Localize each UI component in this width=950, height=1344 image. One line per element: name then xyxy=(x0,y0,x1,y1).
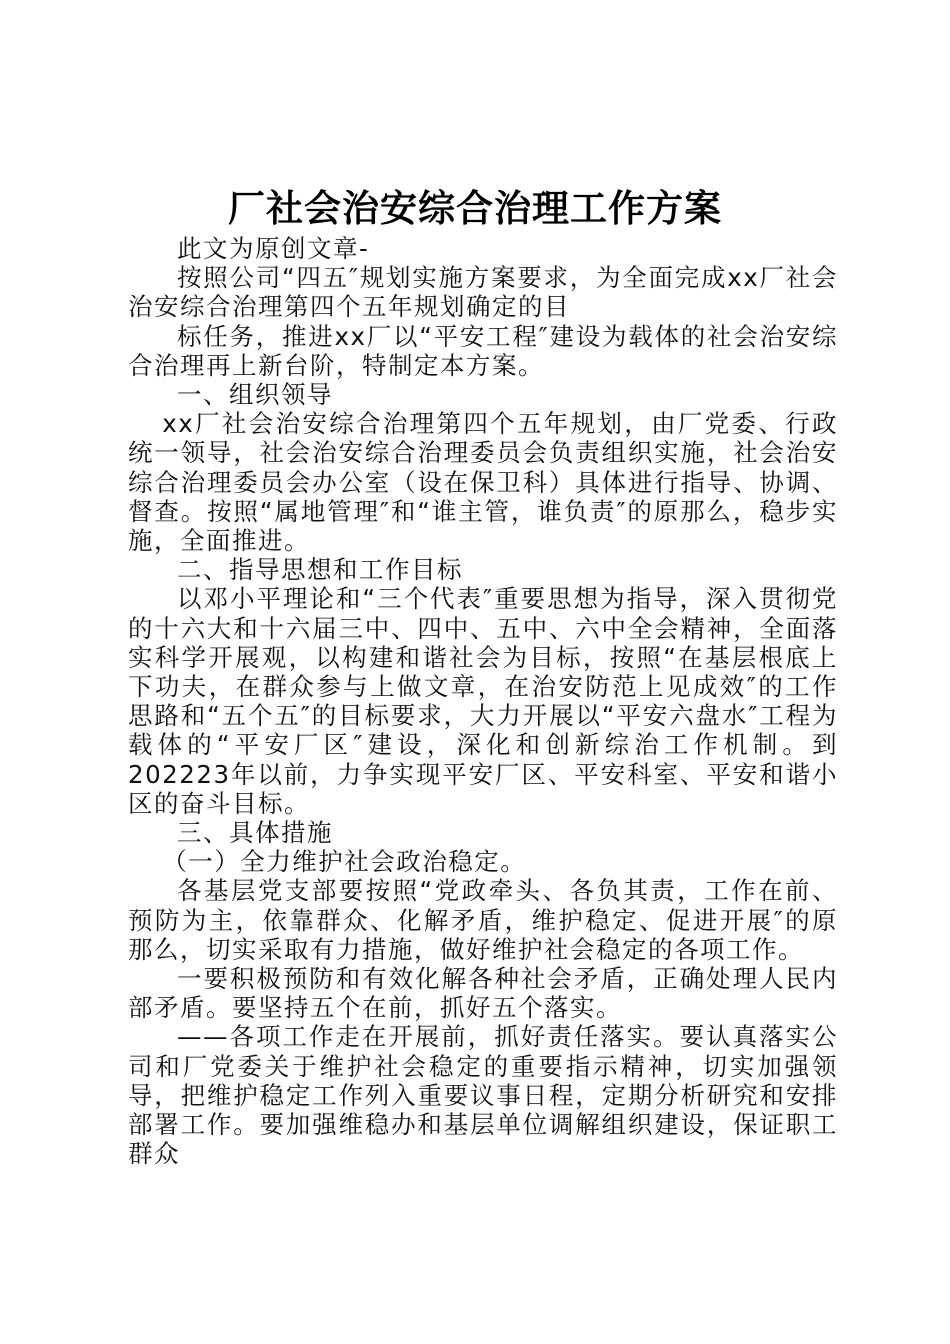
section-heading-3: 三、具体措施 xyxy=(177,818,333,848)
paragraph-measures-3: ——各项工作走在开展前，抓好责任落实。要认真落实公司和厂党委关于维护社会稳定的重要指示精神，切实加强领导，把维护稳定工作列入重要议事日程，定期分析研究和安排部署工作。要加强维稳办和基层单位调解组织建设，保证职工群众 xyxy=(128,1022,838,1169)
paragraph-note: 此文为原创文章- xyxy=(177,234,370,263)
subsection-heading-1: （一）全力维护社会政治稳定。 xyxy=(162,847,527,877)
paragraph-section-2: 以邓小平理论和“三个代表″重要思想为指导，深入贯彻党的十六大和十六届三中、四中、五中、六中全会精神，全面落实科学开展观，以构建和谐社会为目标，按照“在基层根底上下功夫，在群众参与上做文章，在治安防范上见成效″的工作思路和“五个五″的目标要求，大力开展以“平安六盘水″工程为载体的“平安厂区″建设，深化和创新综治工作机制。到202223年以前，力争实现平安厂区、平安科室、平安和谐小区的奋斗目标。 xyxy=(128,584,838,818)
paragraph-section-1: xx厂社会治安综合治理第四个五年规划，由厂党委、行政统一领导，社会治安综合治理委员会负责组织实施，社会治安综合治理委员会办公室（设在保卫科）具体进行指导、协调、督查。按照“属地管理″和“谁主管，谁负责″的原那么，稳步实施，全面推进。 xyxy=(128,409,838,556)
paragraph-intro-2: 标任务，推进xx厂以“平安工程″建设为载体的社会治安综合治理再上新台阶，特制定本方案。 xyxy=(128,321,838,380)
paragraph-measures-2: 一要积极预防和有效化解各种社会矛盾，正确处理人民内部矛盾。要坚持五个在前，抓好五个落实。 xyxy=(128,964,838,1023)
section-heading-2: 二、指导思想和工作目标 xyxy=(177,555,463,585)
section-heading-1: 一、组织领导 xyxy=(177,380,333,410)
paragraph-intro-1: 按照公司“四五″规划实施方案要求，为全面完成xx厂社会治安综合治理第四个五年规划确定的目 xyxy=(128,263,838,322)
document-body xyxy=(128,234,838,1169)
document-title: 厂社会治安综合治理工作方案 xyxy=(228,186,722,230)
paragraph-measures-1: 各基层党支部要按照“党政牵头、各负其责，工作在前、预防为主，依靠群众、化解矛盾，维护稳定、促进开展″的原那么，切实采取有力措施，做好维护社会稳定的各项工作。 xyxy=(128,876,838,964)
